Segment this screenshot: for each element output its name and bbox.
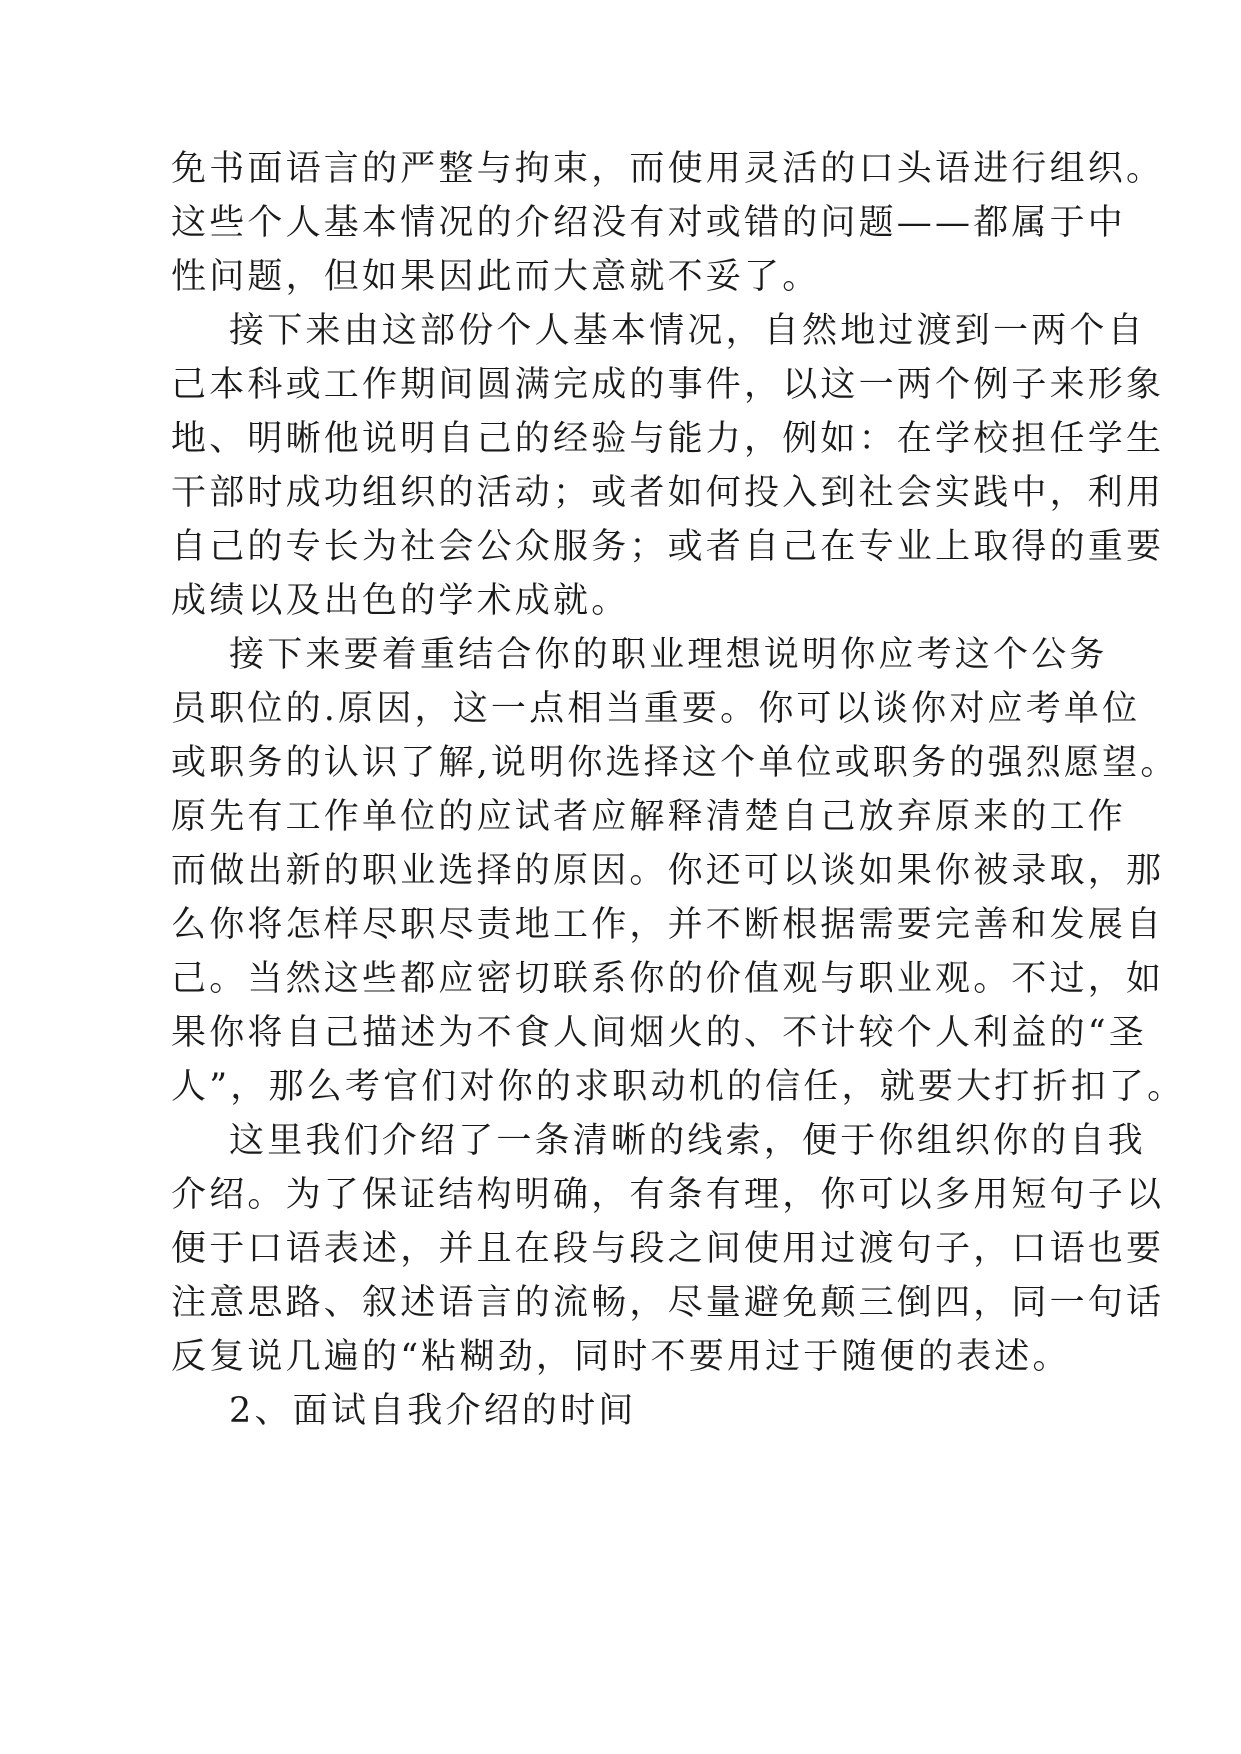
paragraph-first-line: 这里我们介绍了一条清晰的线索，便于你组织你的自我	[229, 1121, 1146, 1161]
text-line: 成绩以及出色的学术成就。	[171, 581, 630, 621]
text-line: 地、明晰他说明自己的经验与能力，例如：在学校担任学生	[171, 419, 1165, 459]
text-line: 己。当然这些都应密切联系你的价值观与职业观。不过，如	[171, 959, 1165, 999]
paragraph-first-line: 接下来要着重结合你的职业理想说明你应考这个公务	[229, 635, 1108, 675]
text-line: 员职位的.原因，这一点相当重要。你可以谈你对应考单位	[171, 689, 1141, 729]
text-line: 么你将怎样尽职尽责地工作，并不断根据需要完善和发展自	[171, 905, 1165, 945]
text-line: 人”，那么考官们对你的求职动机的信任，就要大打折扣了。	[171, 1067, 1186, 1107]
paragraph-first-line: 接下来由这部份个人基本情况，自然地过渡到一两个自	[229, 311, 1146, 351]
text-line: 免书面语言的严整与拘束，而使用灵活的口头语进行组织。	[171, 149, 1165, 189]
text-line: 介绍。为了保证结构明确，有条有理，你可以多用短句子以	[171, 1175, 1165, 1215]
text-line: 性问题，但如果因此而大意就不妥了。	[171, 257, 821, 297]
text-line: 果你将自己描述为不食人间烟火的、不计较个人利益的“圣	[171, 1013, 1148, 1053]
text-line: 己本科或工作期间圆满完成的事件，以这一两个例子来形象	[171, 365, 1165, 405]
text-line: 而做出新的职业选择的原因。你还可以谈如果你被录取，那	[171, 851, 1165, 891]
text-line: 或职务的认识了解,说明你选择这个单位或职务的强烈愿望。	[171, 743, 1179, 783]
text-line: 反复说几遍的“粘糊劲，同时不要用过于随便的表述。	[171, 1337, 1071, 1377]
text-line: 这些个人基本情况的介绍没有对或错的问题——都属于中	[171, 203, 1127, 243]
text-line: 便于口语表述，并且在段与段之间使用过渡句子，口语也要	[171, 1229, 1165, 1269]
text-line: 自己的专长为社会公众服务；或者自己在专业上取得的重要	[171, 527, 1165, 567]
text-line: 注意思路、叙述语言的流畅，尽量避免颠三倒四，同一句话	[171, 1283, 1165, 1323]
section-heading: 2、面试自我介绍的时间	[229, 1391, 637, 1431]
text-line: 干部时成功组织的活动；或者如何投入到社会实践中，利用	[171, 473, 1165, 513]
text-line: 原先有工作单位的应试者应解释清楚自己放弃原来的工作	[171, 797, 1127, 837]
